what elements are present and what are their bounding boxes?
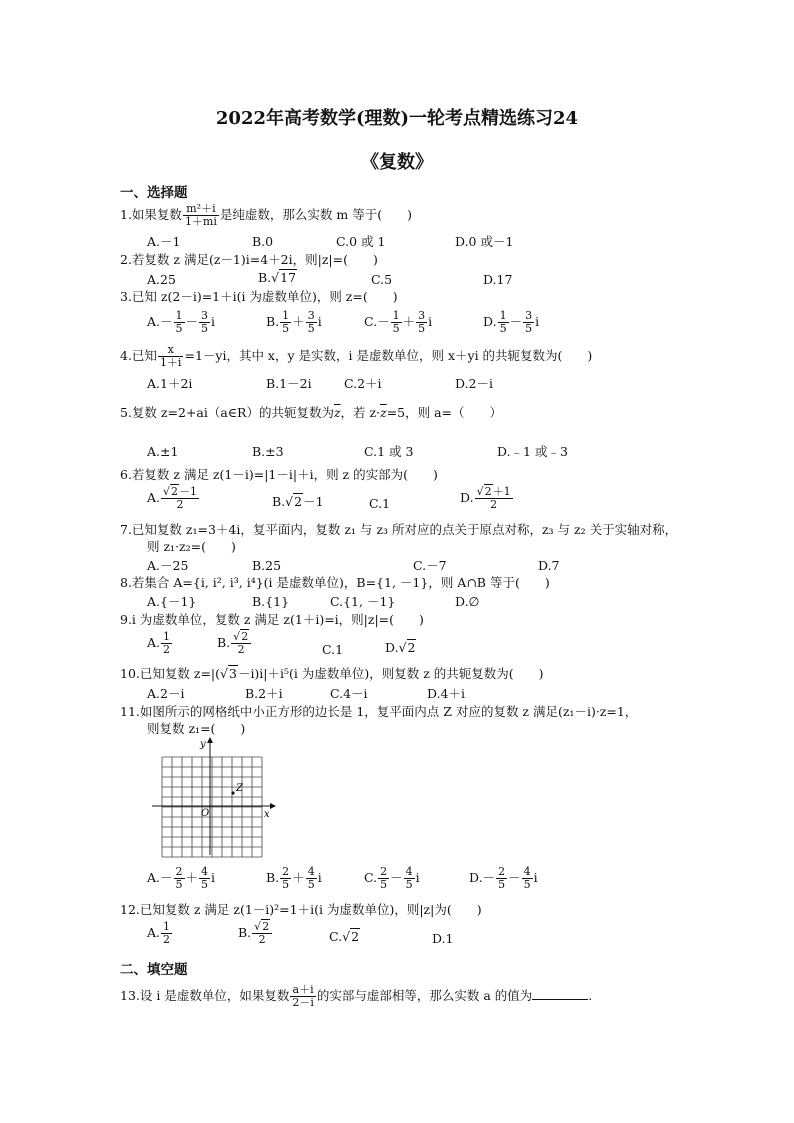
q12-option-b: B. $\frac{√2}{2}$ (238, 921, 273, 946)
q10-option-d: D.4＋i (427, 686, 466, 701)
q3-option-d: D. $\frac{1}{5}$ － $\frac{3}{5}$ i (483, 309, 540, 335)
q4-option-d: D.2－i (455, 376, 494, 391)
question-8: 8.若集合 A={i, i², i³, i⁴}(i 是虚数单位)，B={1, －1}，则 A∩B 等于( ) (120, 575, 550, 590)
q1-option-d: D.0 或－1 (455, 234, 514, 249)
q8-option-b: B.{1} (252, 594, 290, 609)
q5-option-a: A.±1 (147, 444, 179, 459)
q4-option-c: C.2＋i (344, 376, 382, 391)
q2-option-a: A.25 (147, 272, 176, 287)
q10-option-c: C.4－i (330, 686, 368, 701)
y-axis-label: y (200, 739, 206, 750)
q8-option-c: C.{1, －1} (330, 594, 396, 609)
question-11-line-2: 则复数 z₁=( ) (147, 721, 246, 736)
q3-option-a: A.－ $\frac{1}{5}$ － $\frac{3}{5}$ i (147, 309, 216, 335)
question-10: 10.已知复数 z=|(√3－i)i|＋i⁵(i 为虚数单位)，则复数 z 的共轭复数为( ) (120, 666, 544, 681)
q10-option-b: B.2＋i (245, 686, 283, 701)
q2-option-d: D.17 (483, 272, 513, 287)
q3-option-c: C.－ $\frac{1}{5}$ ＋ $\frac{3}{5}$ i (364, 309, 433, 335)
q7-option-b: B.25 (252, 558, 282, 573)
q5-option-d: D.﹣1 或﹣3 (497, 444, 568, 459)
section-heading-fill: 二、填空题 (120, 962, 188, 978)
origin-label: O (201, 808, 210, 819)
q5-option-b: B.±3 (252, 444, 284, 459)
y-axis-arrow (207, 737, 213, 743)
q12-option-a: A. $\frac{1}{2}$ (147, 920, 171, 946)
question-7-line-1: 7.已知复数 z₁=3＋4i，复平面内，复数 z₁ 与 z₃ 所对应的点关于原点对称，z₃ 与 z₂ 关于实轴对称， (120, 522, 678, 537)
q8-option-a: A.{－1} (147, 594, 197, 609)
question-7-line-2: 则 z₁·z₂=( ) (147, 539, 236, 554)
q2-option-b: B.√17 (258, 270, 297, 285)
q11-option-a: A.－ $\frac{2}{5}$ ＋ $\frac{4}{5}$ i (147, 865, 216, 891)
q8-option-d: D.∅ (455, 594, 480, 609)
q3-option-b: B. $\frac{1}{5}$ ＋ $\frac{3}{5}$ i (266, 309, 322, 335)
question-13: 13.设 i 是虚数单位，如果复数 $\frac{a+i}{2-i}$ 的实部与虚部相等，那么实数 a 的值为 . (120, 983, 593, 1009)
q6-option-a: A. $\frac{√2-1}{2}$ (147, 485, 198, 511)
q12-option-c: C.√2 (329, 929, 360, 944)
q1-option-c: C.0 或 1 (336, 234, 386, 249)
q11-option-c: C. $\frac{2}{5}$ － $\frac{4}{5}$ i (364, 865, 420, 891)
q4-option-a: A.1＋2i (147, 376, 193, 391)
point-z-label: Z (236, 783, 243, 794)
q7-option-a: A.－25 (147, 558, 189, 573)
q7-option-d: D.7 (538, 558, 560, 573)
question-6: 6.若复数 z 满足 z(1－i)=|1－i|＋i，则 z 的实部为( ) (120, 467, 438, 482)
question-11-line-1: 11.如图所示的网格纸中小正方形的边长是 1，复平面内点 Z 对应的复数 z 满足(z₁－i)·z=1， (120, 704, 638, 719)
q7-option-c: C.－7 (413, 558, 447, 573)
question-4: 4.已知 $\frac{x}{1+i}$ =1－yi，其中 x，y 是实数，i 是虚数单位，则 x＋yi 的共轭复数为( ) (120, 343, 593, 369)
q1-option-b: B.0 (252, 234, 274, 249)
question-3: 3.已知 z(2－i)=1＋i(i 为虚数单位)，则 z=( ) (120, 289, 398, 304)
q12-option-d: D.1 (432, 931, 454, 946)
question-5: 5.复数 z=2+ai（a∈R）的共轭复数为$\overline{z}$，若 $z\cdot\overline{z}=5$，则 a=（ ） (120, 405, 503, 420)
q11-option-b: B. $\frac{2}{5}$ ＋ $\frac{4}{5}$ i (266, 865, 322, 891)
q9-option-d: D.√2 (385, 640, 416, 655)
q11-option-d: D.－ $\frac{2}{5}$ － $\frac{4}{5}$ i (469, 865, 538, 891)
fraction: $\frac{\text{m²＋i}}{1+mi}$ (184, 202, 217, 228)
q2-option-c: C.5 (371, 272, 393, 287)
q6-option-d: D. $\frac{√2+1}{2}$ (460, 485, 511, 511)
answer-blank[interactable] (532, 999, 588, 1000)
q6-option-c: C.1 (369, 496, 391, 511)
complex-plane-grid-figure (148, 737, 278, 859)
document-title: 2022年高考数学(理数)一轮考点精选练习24 (215, 108, 579, 129)
q4-option-b: B.1－2i (266, 376, 312, 391)
document-subtitle: 《复数》 (361, 152, 433, 173)
q10-option-a: A.2－i (147, 686, 185, 701)
q9-option-a: A. $\frac{1}{2}$ (147, 630, 171, 656)
q6-option-b: B.√2－1 (272, 494, 324, 509)
section-heading-choice: 一、选择题 (120, 185, 188, 201)
q9-option-c: C.1 (322, 642, 344, 657)
x-axis-arrow (270, 803, 276, 809)
x-axis-label: x (264, 809, 270, 820)
q9-option-b: B. $\frac{√2}{2}$ (217, 631, 252, 656)
question-1: 1.如果复数 $\frac{\text{m²＋i}}{1+mi}$ 是纯虚数，那么实数 m 等于( ) (120, 202, 412, 228)
grid-lines (162, 757, 262, 857)
q5-option-c: C.1 或 3 (364, 444, 414, 459)
question-9: 9.i 为虚数单位，复数 z 满足 z(1＋i)=i，则|z|=( ) (120, 612, 424, 627)
q1-option-a: A.－1 (147, 234, 181, 249)
question-12: 12.已知复数 z 满足 z(1－i)²=1＋i(i 为虚数单位)，则|z|为( ) (120, 902, 482, 917)
question-2: 2.若复数 z 满足(z－1)i=4＋2i，则|z|=( ) (120, 252, 378, 267)
point-z (231, 791, 234, 794)
